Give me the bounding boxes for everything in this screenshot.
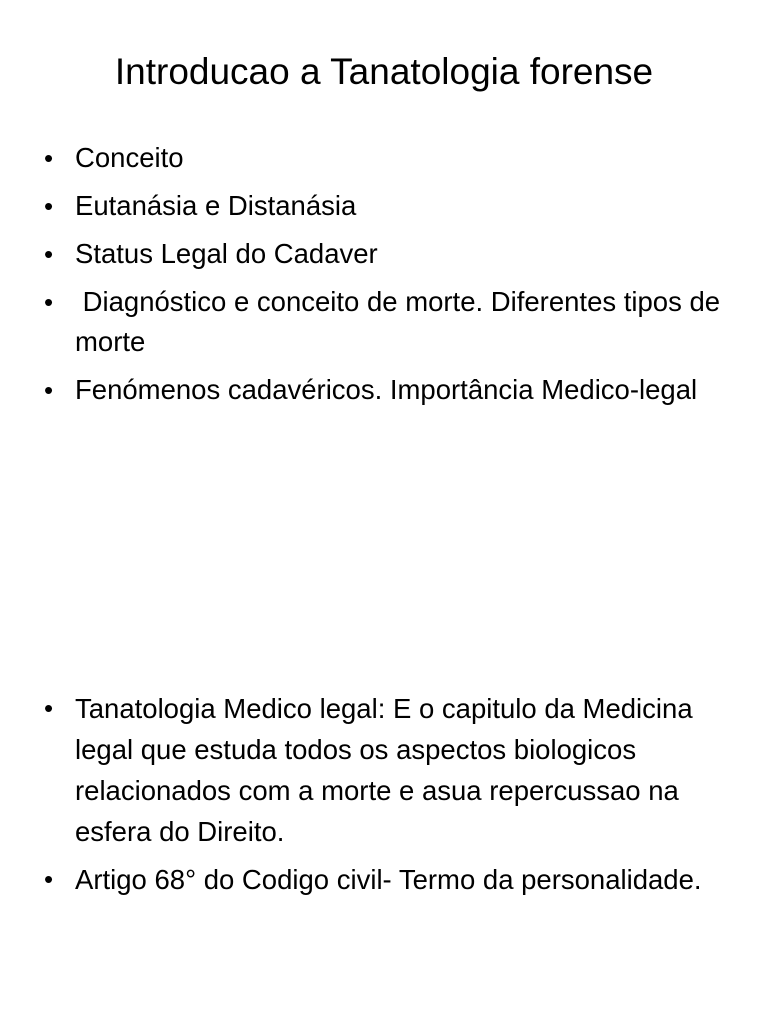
list-item-text: Artigo 68° do Codigo civil- Termo da personalidade. [75, 864, 702, 895]
list-item [44, 859, 724, 900]
list-item-text: Status Legal do Cadaver [75, 238, 378, 269]
list-item-text: Fenómenos cadavéricos. Importância Medico-legal [75, 374, 698, 405]
topics-list [44, 138, 728, 418]
list-item [44, 370, 724, 410]
bullet-icon: • [44, 191, 54, 221]
bullet-icon: • [44, 287, 54, 317]
list-item [44, 688, 724, 852]
bullet-icon: • [44, 239, 54, 269]
bullet-icon: • [44, 143, 54, 173]
list-item-text: Tanatologia Medico legal: E o capitulo da Medicina legal que estuda todos os aspectos biologicos relacionados com a morte e asua repercussao na esfera do Direito. [75, 693, 693, 847]
bullet-icon: • [44, 375, 54, 405]
list-item [44, 186, 724, 226]
list-item [44, 282, 728, 362]
list-item [44, 138, 724, 178]
page-title: Introducao a Tanatologia forense [114, 51, 654, 92]
bullet-icon: • [44, 693, 54, 723]
list-item-text: Eutanásia e Distanásia [75, 190, 357, 221]
list-item [44, 234, 724, 274]
list-item-text: Diagnóstico e conceito de morte. Diferentes tipos de morte [75, 286, 728, 357]
list-item-text: Conceito [75, 142, 184, 173]
bullet-icon: • [44, 864, 54, 894]
definitions-list [44, 688, 724, 907]
